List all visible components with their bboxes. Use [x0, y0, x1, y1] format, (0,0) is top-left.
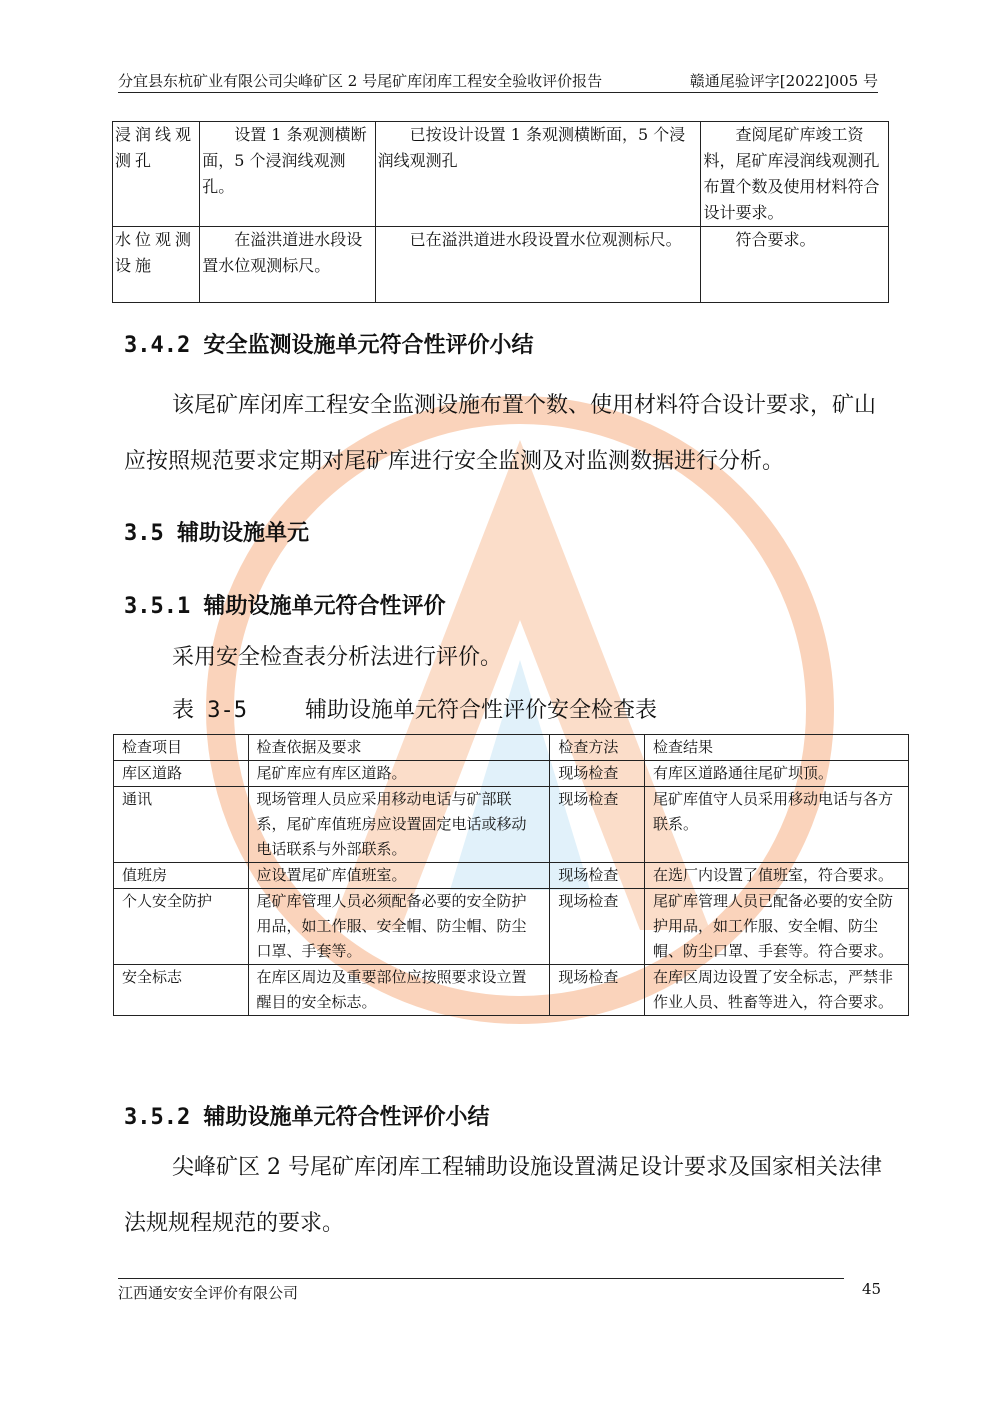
- table-row: [113, 227, 889, 303]
- table-caption-number: 表 3-5: [172, 698, 247, 723]
- table-cell: 尾矿库管理人员必须配备必要的安全防护用品，如工作服、安全帽、防尘帽、防尘口罩、手套等。: [248, 889, 550, 965]
- table-cell: 现场检查: [550, 889, 645, 965]
- table-cell: 在库区周边设置了安全标志，严禁非作业人员、牲畜等进入，符合要求。: [645, 965, 909, 1016]
- section-heading-3-4-2: 3.4.2 安全监测设施单元符合性评价小结: [124, 333, 534, 358]
- column-header: 检查项目: [114, 735, 249, 761]
- column-header: 检查依据及要求: [248, 735, 550, 761]
- table-cell-item: 水位观测设施: [113, 227, 200, 303]
- footer-divider: [118, 1278, 844, 1279]
- paragraph-text: 该尾矿库闭库工程安全监测设施布置个数、使用材料符合设计要求，矿山应按照规范要求定期对尾矿库进行安全监测及对监测数据进行分析。: [124, 393, 877, 474]
- table-cell-result: 符合要求。: [701, 227, 889, 303]
- table-cell: 应设置尾矿库值班室。: [248, 863, 550, 889]
- table-cell: 现场检查: [550, 761, 645, 787]
- section-heading-3-5: 3.5 辅助设施单元: [124, 521, 309, 546]
- paragraph-text: 采用安全检查表分析法进行评价。: [172, 645, 503, 670]
- table-cell: 值班房: [114, 863, 249, 889]
- table-cell: 在库区周边及重要部位应按照要求设立置醒目的安全标志。: [248, 965, 550, 1016]
- table-cell: 现场管理人员应采用移动电话与矿部联系，尾矿库值班房应设置固定电话或移动电话联系与外部联系。: [248, 787, 550, 863]
- table-cell: 个人安全防护: [114, 889, 249, 965]
- table-cell: 现场检查: [550, 965, 645, 1016]
- table-cell: 有库区道路通往尾矿坝顶。: [645, 761, 909, 787]
- table-cell: 尾矿库值守人员采用移动电话与各方联系。: [645, 787, 909, 863]
- section-paragraph-3-5-2: [124, 1140, 884, 1252]
- table-cell: 库区道路: [114, 761, 249, 787]
- table-cell-status: 已在溢洪道进水段设置水位观测标尺。: [375, 227, 701, 303]
- table-cell-requirement: 设置 1 条观测横断面，5 个浸润线观测孔。: [200, 122, 375, 227]
- column-header: 检查方法: [550, 735, 645, 761]
- table-row: [114, 965, 909, 1016]
- table-caption-title: 辅助设施单元符合性评价安全检查表: [305, 698, 658, 723]
- section-paragraph-3-5-1: [124, 630, 884, 686]
- table-cell: 现场检查: [550, 787, 645, 863]
- table-cell: 安全标志: [114, 965, 249, 1016]
- table-cell: 尾矿库管理人员已配备必要的安全防护用品，如工作服、安全帽、防尘帽、防尘口罩、手套等。符合要求。: [645, 889, 909, 965]
- table-cell: 尾矿库应有库区道路。: [248, 761, 550, 787]
- table-row: [114, 761, 909, 787]
- table-cell: 在选厂内设置了值班室，符合要求。: [645, 863, 909, 889]
- header-report-title: 分宜县东杭矿业有限公司尖峰矿区 2 号尾矿库闭库工程安全验收评价报告: [118, 72, 603, 90]
- section-paragraph-3-4-2: [124, 378, 884, 490]
- section-heading-3-5-1: 3.5.1 辅助设施单元符合性评价: [124, 594, 446, 619]
- auxiliary-facilities-checklist-table: [113, 734, 909, 1016]
- paragraph-text: 尖峰矿区 2 号尾矿库闭库工程辅助设施设置满足设计要求及国家相关法律法规规程规范的要求。: [124, 1155, 882, 1236]
- table-header-row: [114, 735, 909, 761]
- table-cell-requirement: 在溢洪道进水段设置水位观测标尺。: [200, 227, 375, 303]
- table-row: [113, 122, 889, 227]
- section-heading-3-5-2: 3.5.2 辅助设施单元符合性评价小结: [124, 1105, 490, 1130]
- table-cell-status: 已按设计设置 1 条观测横断面，5 个浸润线观测孔: [375, 122, 701, 227]
- table-row: [114, 889, 909, 965]
- table-cell: 现场检查: [550, 863, 645, 889]
- monitoring-facilities-table: [112, 121, 889, 303]
- page-header: [118, 68, 878, 93]
- table-cell: 通讯: [114, 787, 249, 863]
- table-row: [114, 787, 909, 863]
- column-header: 检查结果: [645, 735, 909, 761]
- table-caption: [172, 693, 658, 724]
- header-report-number: 赣通尾验评字[2022]005 号: [689, 72, 878, 90]
- page-number: 45: [862, 1280, 882, 1298]
- table-cell-result: 查阅尾矿库竣工资料，尾矿库浸润线观测孔布置个数及使用材料符合设计要求。: [701, 122, 889, 227]
- table-row: [114, 863, 909, 889]
- footer-company: 江西通安安全评价有限公司: [118, 1284, 299, 1302]
- table-cell-item: 浸润线观测孔: [113, 122, 200, 227]
